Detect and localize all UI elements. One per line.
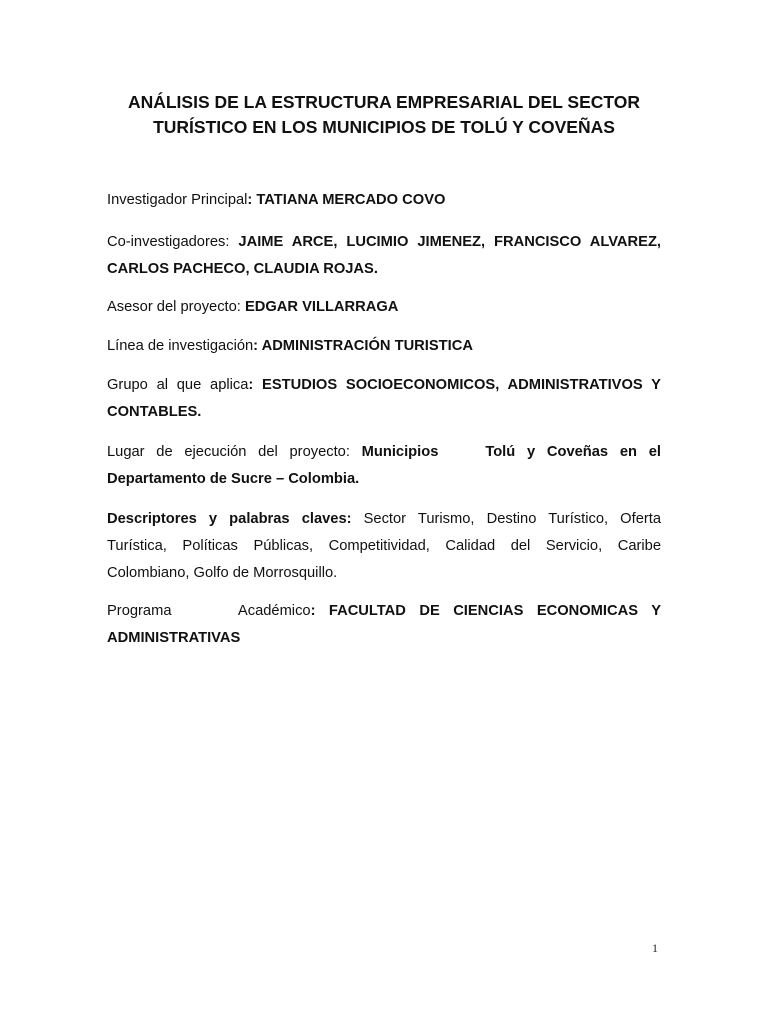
lugar-value-2: Departamento de Sucre – Colombia. bbox=[107, 471, 360, 487]
descriptores-text-3: Colombiano, Golfo de Morrosquillo. bbox=[107, 565, 338, 581]
linea-paragraph bbox=[107, 333, 661, 360]
coinvestigadores-line-1 bbox=[107, 229, 661, 256]
lugar-paragraph bbox=[107, 439, 661, 493]
descriptores-line-1 bbox=[107, 506, 661, 533]
descriptores-label: Descriptores y palabras claves: bbox=[107, 511, 352, 527]
asesor-paragraph bbox=[107, 294, 661, 321]
asesor-value: EDGAR VILLARRAGA bbox=[244, 299, 399, 315]
document-title bbox=[0, 90, 768, 140]
lugar-label: Lugar de ejecución del proyecto: bbox=[107, 444, 362, 460]
descriptores-text-1: Sector Turismo, Destino Turístico, Oferta bbox=[351, 511, 662, 527]
programa-label: Programa Académico bbox=[107, 603, 311, 619]
grupo-value-2: CONTABLES. bbox=[107, 404, 202, 420]
page-number: 1 bbox=[652, 941, 658, 955]
grupo-line-1 bbox=[107, 372, 661, 399]
asesor-label: Asesor del proyecto: bbox=[107, 299, 245, 315]
coinvestigadores-label: Co-investigadores: bbox=[107, 234, 239, 250]
title-line-1: ANÁLISIS DE LA ESTRUCTURA EMPRESARIAL DEL SECTOR bbox=[127, 92, 641, 112]
grupo-label: Grupo al que aplica bbox=[107, 377, 249, 393]
programa-paragraph bbox=[107, 598, 661, 652]
descriptores-paragraph bbox=[107, 506, 661, 587]
grupo-paragraph bbox=[107, 372, 661, 426]
programa-line-1 bbox=[107, 598, 661, 625]
coinvestigadores-paragraph bbox=[107, 229, 661, 283]
coinvestigadores-names-1: JAIME ARCE, LUCIMIO JIMENEZ, FRANCISCO ALVAREZ, bbox=[238, 234, 661, 250]
lugar-value-1: Municipios Tolú y Coveñas en el bbox=[361, 444, 661, 460]
programa-value-2: ADMINISTRATIVAS bbox=[107, 630, 241, 646]
investigador-value: : TATIANA MERCADO COVO bbox=[247, 192, 446, 208]
grupo-value-1: : ESTUDIOS SOCIOECONOMICOS, ADMINISTRATIVOS Y bbox=[248, 377, 661, 393]
descriptores-text-2: Turística, Políticas Públicas, Competitividad, Calidad del Servicio, Caribe bbox=[107, 538, 661, 554]
coinvestigadores-names-2: CARLOS PACHECO, CLAUDIA ROJAS. bbox=[107, 261, 378, 277]
investigador-label: Investigador Principal bbox=[107, 192, 248, 208]
title-line-2: TURÍSTICO EN LOS MUNICIPIOS DE TOLÚ Y COVEÑAS bbox=[153, 117, 615, 137]
lugar-line-1 bbox=[107, 439, 661, 466]
linea-value: : ADMINISTRACIÓN TURISTICA bbox=[253, 338, 473, 354]
programa-value-1: : FACULTAD DE CIENCIAS ECONOMICAS Y bbox=[310, 603, 661, 619]
investigador-paragraph bbox=[107, 187, 661, 214]
linea-label: Línea de investigación bbox=[107, 338, 254, 354]
